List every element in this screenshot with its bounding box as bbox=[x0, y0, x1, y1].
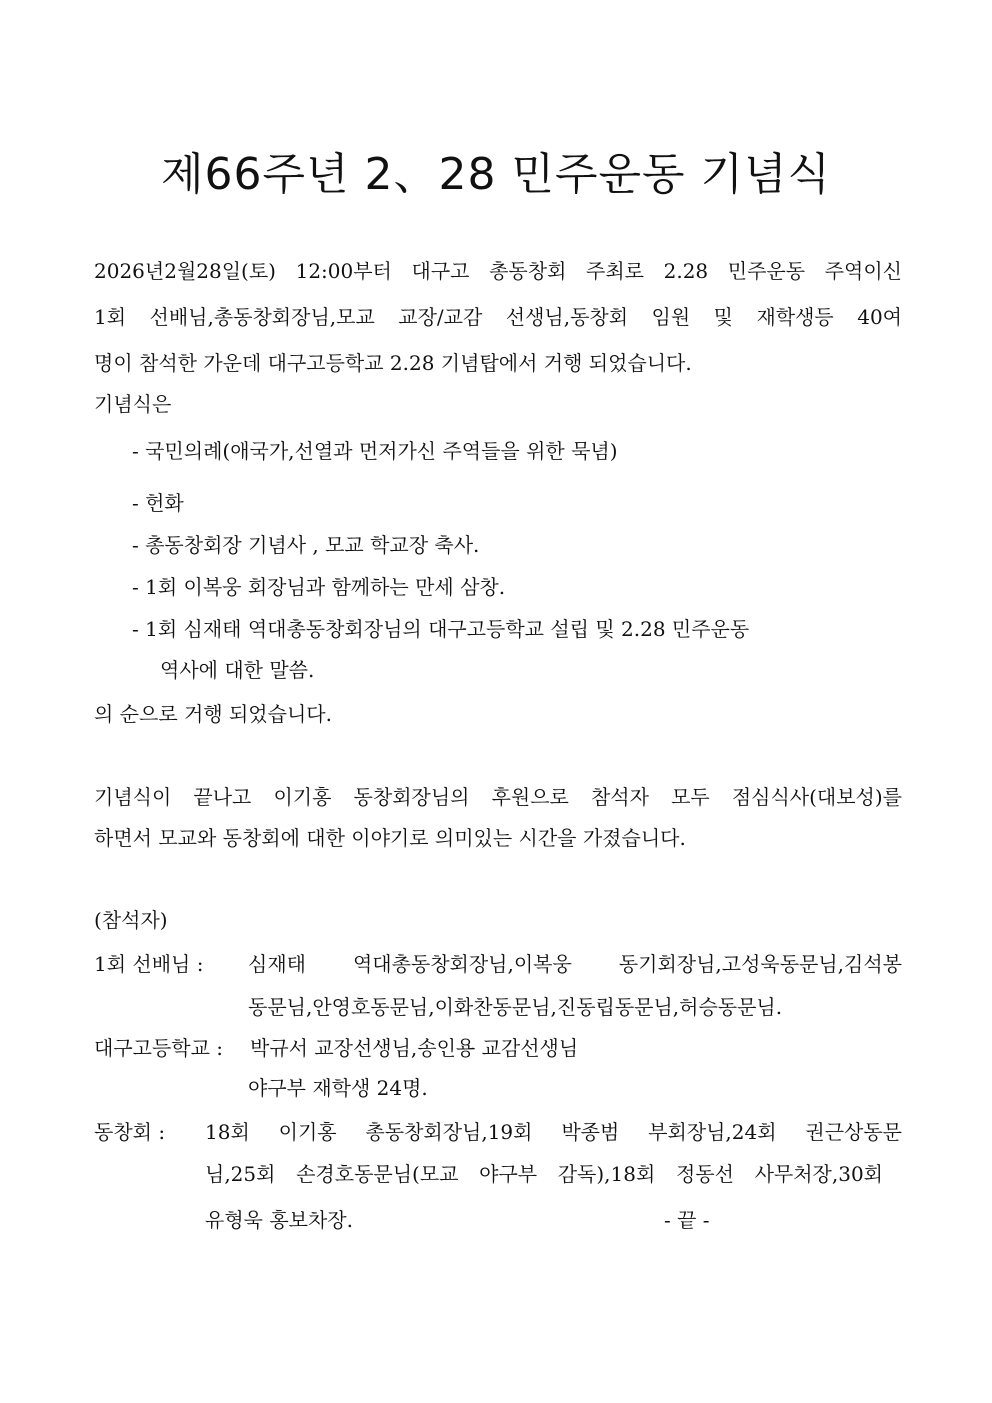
lunch-line: 하면서 모교와 동창회에 대한 이야기로 의미있는 시간을 가졌습니다. bbox=[94, 826, 686, 850]
senior-list: 동문님,안영호동문님,이화찬동문님,진동립동문님,허승동문님. bbox=[248, 995, 783, 1019]
alumni-label: 동창회 : bbox=[94, 1120, 166, 1144]
lunch-line: 기념식이 끝나고 이기홍 동창회장님의 후원으로 참석자 모두 점심식사(대보성)를 bbox=[94, 785, 902, 809]
program-item: - 국민의례(애국가,선열과 먼저가신 주역들을 위한 묵념) bbox=[132, 439, 618, 463]
program-item: - 헌화 bbox=[132, 491, 184, 515]
school-label: 대구고등학교 : bbox=[94, 1036, 224, 1060]
page-title: 제66주년 2、28 민주운동 기념식 bbox=[161, 149, 831, 200]
senior-label: 1회 선배님 : bbox=[94, 952, 204, 976]
intro-line: 1회 선배님,총동창회장님,모교 교장/교감 선생님,동창회 임원 및 재학생등 40여 bbox=[94, 305, 902, 329]
senior-list: 심재태 역대총동창회장님,이복웅 동기회장님,고성욱동문님,김석봉 bbox=[248, 952, 902, 976]
alumni-list: 18회 이기홍 총동창회장님,19회 박종범 부회장님,24회 권근상동문 bbox=[205, 1120, 902, 1144]
program-item: - 1회 이복웅 회장님과 함께하는 만세 삼창. bbox=[132, 575, 506, 599]
intro-line: 2026년2월28일(토) 12:00부터 대구고 총동창회 주최로 2.28 민주운동 주역이신 bbox=[94, 259, 902, 283]
intro-line: 기념식은 bbox=[94, 392, 172, 416]
intro-line: 명이 참석한 가운데 대구고등학교 2.28 기념탑에서 거행 되었습니다. bbox=[94, 351, 692, 375]
program-item: - 1회 심재태 역대총동창회장님의 대구고등학교 설립 및 2.28 민주운동 bbox=[132, 617, 750, 641]
program-item-continuation: 역사에 대한 말씀. bbox=[160, 658, 315, 682]
closing-line: 의 순으로 거행 되었습니다. bbox=[94, 702, 332, 726]
attendees-heading: (참석자) bbox=[94, 908, 168, 932]
program-item: - 총동창회장 기념사 , 모교 학교장 축사. bbox=[132, 533, 480, 557]
school-list: 야구부 재학생 24명. bbox=[248, 1076, 428, 1100]
alumni-list: 유형욱 홍보차장. bbox=[205, 1208, 353, 1232]
alumni-list: 님,25회 손경호동문님(모교 야구부 감독),18회 정동선 사무처장,30회 bbox=[205, 1162, 883, 1186]
school-list: 박규서 교장선생님,송인용 교감선생님 bbox=[250, 1036, 579, 1060]
end-mark: - 끝 - bbox=[664, 1208, 710, 1232]
